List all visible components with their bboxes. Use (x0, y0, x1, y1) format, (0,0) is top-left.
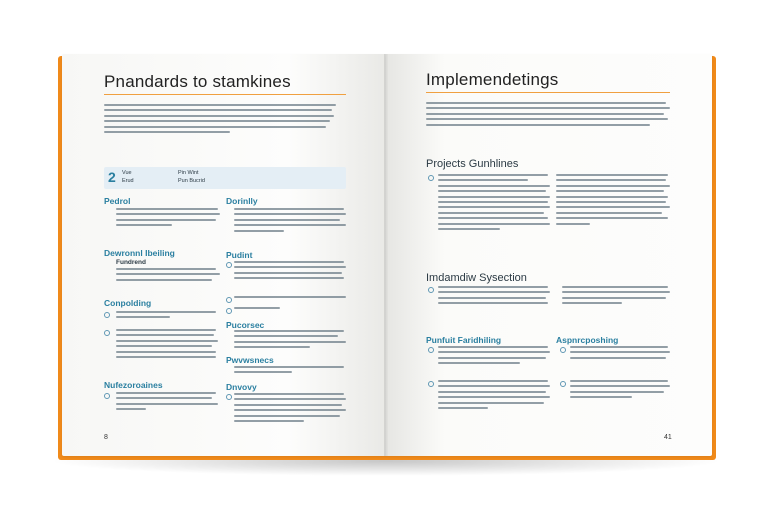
pedrol-text (116, 208, 220, 230)
heading-pwvwsnecs: Pwvwsnecs (226, 355, 274, 365)
heading-projects-gunhlines: Projects Gunhlines (426, 158, 519, 170)
right-intro-paragraph (426, 102, 670, 129)
callout-box (104, 167, 346, 189)
bullet-icon (104, 312, 110, 318)
aspnrcposhing-text-2 (570, 380, 670, 402)
bullet-icon (428, 381, 434, 387)
left-intro-paragraph (104, 104, 336, 136)
subheading-fundrend: Fundrend (116, 259, 146, 266)
projects-text-right (556, 174, 670, 228)
right-page-number: 41 (664, 434, 672, 441)
pucorsec-text (234, 330, 346, 352)
dorinlly-text (234, 208, 346, 235)
bullet-icon (104, 330, 110, 336)
bullet-icon (226, 308, 232, 314)
bullet-icon (226, 394, 232, 400)
heading-imdamdiw-sysection: Imdamdiw Sysection (426, 272, 527, 284)
bullet-icon (226, 297, 232, 303)
heading-pucorsec: Pucorsec (226, 320, 265, 330)
heading-dorinlly: Dorinlly (226, 196, 258, 206)
heading-pudint: Pudint (226, 250, 253, 260)
heading-aspnrcposhing: Aspnrcposhing (556, 335, 619, 345)
pudint-text-2 (234, 296, 346, 301)
imdamdiw-text-left (438, 286, 550, 308)
heading-nufezoroaines: Nufezoroaines (104, 380, 163, 390)
heading-punfuit-faridhiling: Punfuit Faridhiling (426, 335, 502, 345)
bullet-icon (428, 347, 434, 353)
callout-label-2: Erud (122, 178, 134, 184)
projects-text-left (438, 174, 550, 233)
dnvovy-text (234, 393, 346, 425)
callout-label-1: Vue (122, 170, 132, 176)
conpolding-text-2 (116, 329, 218, 361)
heading-conpolding: Conpolding (104, 298, 152, 308)
pudint-text-3 (234, 307, 346, 312)
bullet-icon (560, 381, 566, 387)
bullet-icon (226, 262, 232, 268)
bullet-icon (104, 393, 110, 399)
bullet-icon (560, 347, 566, 353)
callout-value-2: Pun Bucrid (178, 178, 205, 184)
conpolding-text-1 (116, 311, 218, 322)
left-title-rule (104, 94, 346, 95)
heading-dewronnl-ibeiling: Dewronnl Ibeiling (104, 248, 175, 258)
left-page-title: Pnandards to stamkines (104, 72, 291, 91)
heading-dnvovy: Dnvovy (226, 382, 257, 392)
bullet-icon (428, 175, 434, 181)
callout-value-1: Pin Wint (178, 170, 199, 176)
punfuit-text-2 (438, 380, 550, 412)
right-title-rule (426, 92, 670, 93)
callout-number: 2 (108, 169, 116, 185)
book-gutter (384, 54, 388, 456)
bullet-icon (428, 287, 434, 293)
pudint-text-1 (234, 261, 346, 283)
pwvwsnecs-text (234, 366, 346, 377)
right-page-title: Implemendetings (426, 70, 559, 89)
punfuit-text-1 (438, 346, 550, 368)
nufezoroaines-text (116, 392, 218, 414)
imdamdiw-text-right (562, 286, 670, 308)
aspnrcposhing-text-1 (570, 346, 670, 362)
fundrend-text (116, 268, 220, 284)
left-page-number: 8 (104, 434, 108, 441)
heading-pedrol: Pedrol (104, 196, 131, 206)
